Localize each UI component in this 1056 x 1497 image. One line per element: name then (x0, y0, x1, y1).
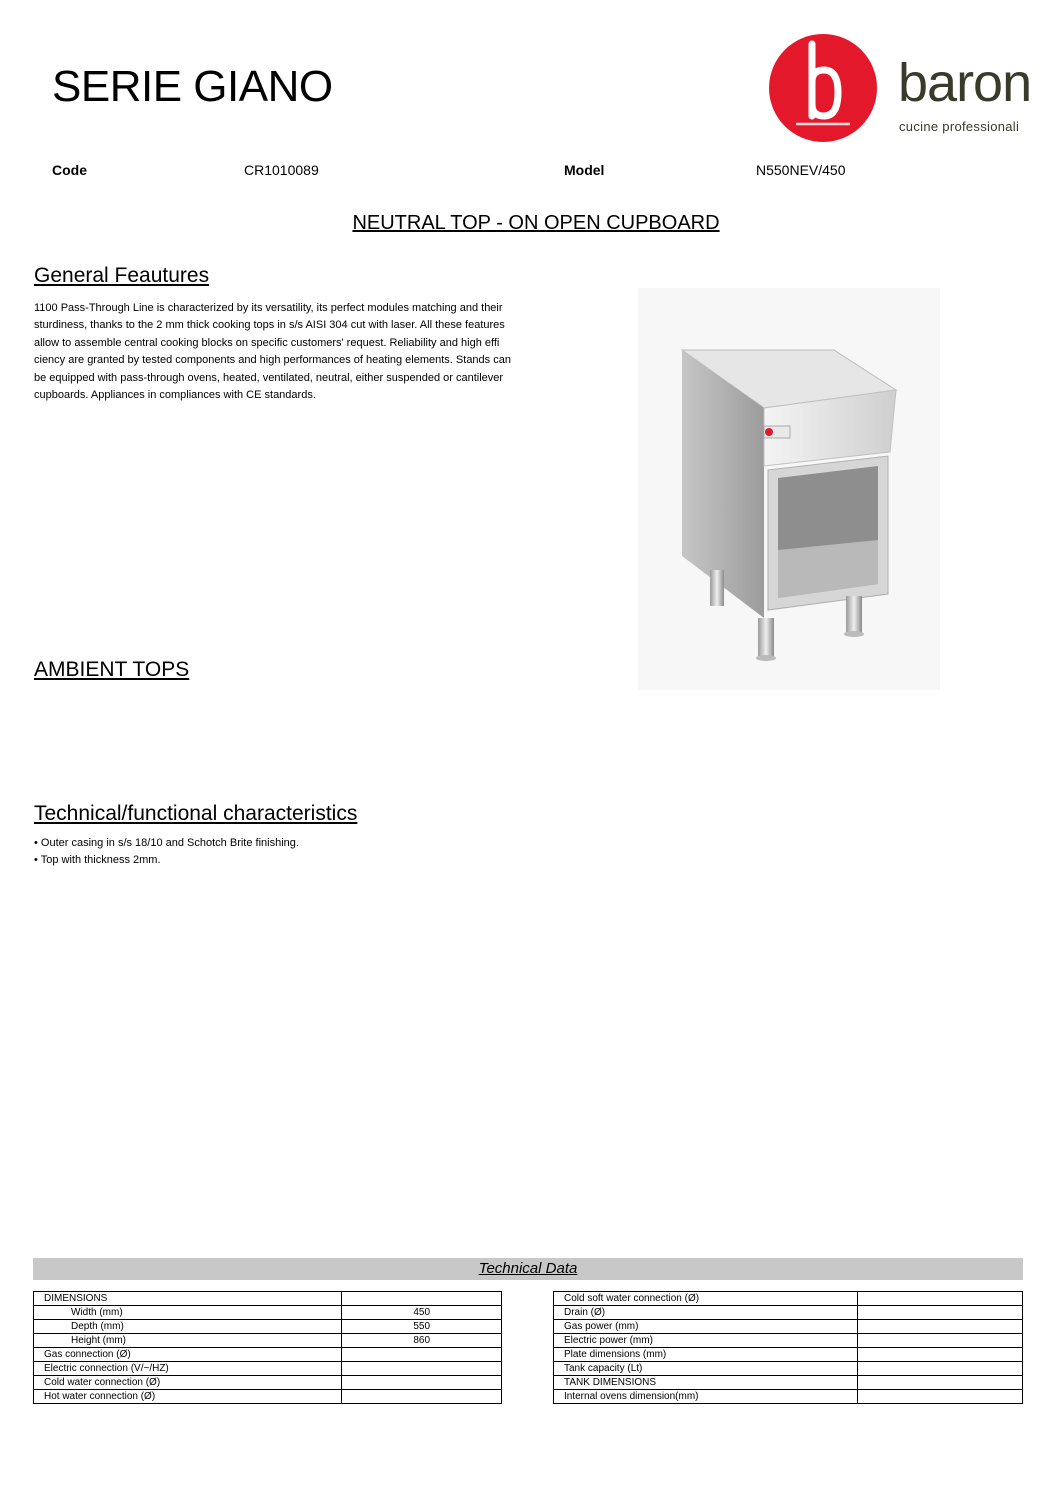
table-cell-label: Plate dimensions (mm) (554, 1348, 858, 1362)
table-cell-value (857, 1320, 1023, 1334)
product-name: NEUTRAL TOP - ON OPEN CUPBOARD (352, 212, 720, 234)
table-row (554, 1390, 1023, 1404)
table-cell-value (857, 1362, 1023, 1376)
table-row (554, 1348, 1023, 1362)
table-row (554, 1362, 1023, 1376)
table-cell-value (857, 1348, 1023, 1362)
table-cell-value (342, 1362, 502, 1376)
code-label: Code (52, 162, 87, 178)
table-cell-value (857, 1334, 1023, 1348)
table-cell-value: 450 (342, 1306, 502, 1320)
table-row (34, 1390, 502, 1404)
logo-tagline: cucine professionali (899, 119, 1020, 134)
table-cell-label: Electric power (mm) (554, 1334, 858, 1348)
tech-data-right-table (553, 1291, 1023, 1404)
table-cell-value (342, 1376, 502, 1390)
table-cell-label: Depth (mm) (34, 1320, 342, 1334)
technical-data-bar (33, 1258, 1023, 1280)
general-features-heading: General Feautures (34, 264, 210, 287)
category-heading: AMBIENT TOPS (34, 658, 190, 681)
table-cell-value (857, 1390, 1023, 1404)
table-cell-label: DIMENSIONS (34, 1292, 342, 1306)
table-cell-value (857, 1292, 1023, 1306)
product-image (638, 288, 940, 690)
technical-characteristics-heading: Technical/functional characteristics (34, 802, 358, 825)
bullet-item: • Outer casing in s/s 18/10 and Schotch Brite finishing. (34, 837, 299, 849)
table-cell-label: Cold soft water connection (Ø) (554, 1292, 858, 1306)
table-cell-value (857, 1306, 1023, 1320)
table-row (34, 1292, 502, 1306)
table-cell-label: Height (mm) (34, 1334, 342, 1348)
table-row (554, 1320, 1023, 1334)
table-row (34, 1334, 502, 1348)
table-cell-label: Gas power (mm) (554, 1320, 858, 1334)
table-row (34, 1306, 502, 1320)
table-cell-value (857, 1376, 1023, 1390)
model-value: N550NEV/450 (756, 162, 846, 178)
table-cell-value: 550 (342, 1320, 502, 1334)
tech-data-left-table (33, 1291, 502, 1404)
technical-bullets (34, 835, 299, 869)
table-cell-label: Electric connection (V/~/HZ) (34, 1362, 342, 1376)
logo-wordmark: baron (898, 53, 1032, 113)
table-row (554, 1334, 1023, 1348)
table-cell-value (342, 1348, 502, 1362)
table-cell-value (342, 1390, 502, 1404)
table-cell-label: Hot water connection (Ø) (34, 1390, 342, 1404)
table-cell-label: Cold water connection (Ø) (34, 1376, 342, 1390)
table-row (34, 1376, 502, 1390)
table-cell-value (342, 1292, 502, 1306)
general-features-text: 1100 Pass-Through Line is characterized by its versatility, its perfect modules matching and their sturdiness, thanks to the 2 mm thick cooking tops in s/s AISI 304 cut with laser. All these features allow to assemble central cooking blocks on specific customers' request. Reliability and high effi ciency are granted by tested components and high performances of heating elements. Stands can be equipped with pass-through ovens, heated, ventilated, neutral, either suspended or cantilever cupboards. Appliances in compliances with CE standards. (34, 302, 511, 402)
cupboard-illustration (638, 288, 940, 690)
model-label: Model (564, 162, 605, 178)
table-row (554, 1306, 1023, 1320)
bullet-item: • Top with thickness 2mm. (34, 854, 161, 866)
table-row (34, 1348, 502, 1362)
table-cell-label: Drain (Ø) (554, 1306, 858, 1320)
code-value: CR1010089 (244, 162, 319, 178)
table-cell-label: Width (mm) (34, 1306, 342, 1320)
table-cell-label: Gas connection (Ø) (34, 1348, 342, 1362)
table-cell-label: Tank capacity (Lt) (554, 1362, 858, 1376)
table-cell-value: 860 (342, 1334, 502, 1348)
table-row (34, 1362, 502, 1376)
table-cell-label: Internal ovens dimension(mm) (554, 1390, 858, 1404)
technical-data-title: Technical Data (478, 1260, 578, 1277)
series-title: SERIE GIANO (52, 62, 333, 111)
table-row (34, 1320, 502, 1334)
table-row (554, 1376, 1023, 1390)
table-cell-label: TANK DIMENSIONS (554, 1376, 858, 1390)
table-row (554, 1292, 1023, 1306)
